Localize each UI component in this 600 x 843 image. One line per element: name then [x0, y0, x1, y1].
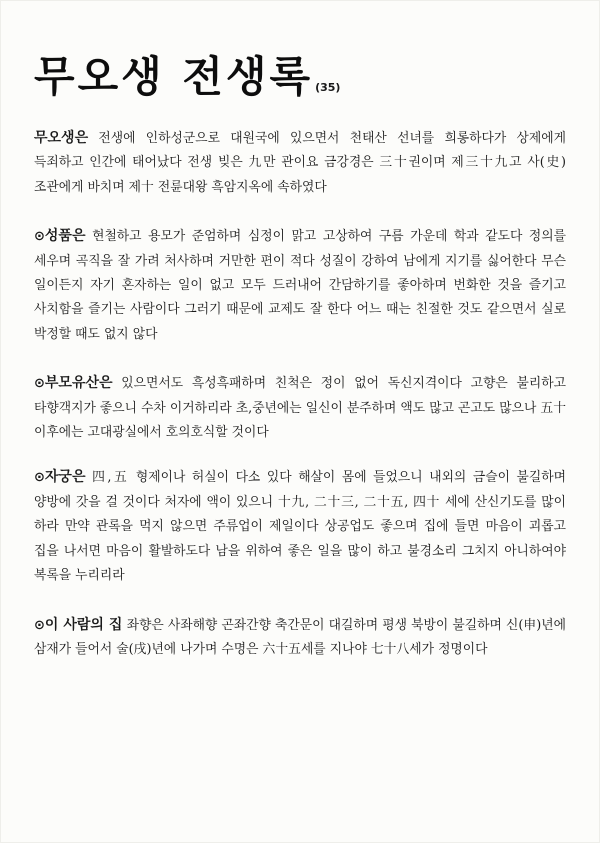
section-text: 四,五 형제이나 허실이 다소 있다 해살이 몸에 들었으니 내외의 금슬이 불길하며 양방에 갓을 걸 것이다 처자에 액이 있으니 十九, 二十三, 二十五, 四十 세에 산신기도를 많이 하라 만약 관록을 먹지 않으면 주류업이 제일이다 상공업도 좋으며 집에 들면 마음이 괴롭고 집을 나서면 마음이 활발하도다 남을 위하여 좋은 일을 많이 하고 불경소리 그치지 아니하여야 복록을 누리리라: [34, 470, 566, 584]
section-heading: 성품은: [44, 228, 86, 245]
section-text: 좌향은 사좌해향 곤좌간향 축간문이 대길하며 평생 북방이 불길하며 신(申)년에 삼재가 들어서 술(戌)년에 나가며 수명은 六十五세를 지나야 七十八세가 정명이다: [34, 617, 566, 657]
bullet-circle-icon: ⊙: [34, 376, 45, 392]
section-past-life: [34, 126, 566, 200]
section-children: [34, 465, 566, 588]
bullet-circle-icon: ⊙: [34, 617, 45, 633]
section-house: [34, 613, 566, 663]
section-personality: [34, 224, 566, 347]
section-inheritance: [34, 371, 566, 445]
section-heading: 무오생은: [34, 130, 89, 146]
page-title: 무오생 전생록: [34, 52, 314, 101]
section-text: 있으면서도 흑성흑패하며 친척은 정이 없어 독신지격이다 고향은 불리하고 타향객지가 좋으니 수차 이거하리라 초,중년에는 일신이 분주하며 액도 많고 곤고도 많으나 五十 이후에는 고대광실에서 호의호식할 것이다: [34, 376, 566, 441]
title-row: [34, 44, 340, 104]
section-heading: 부모유산은: [44, 375, 113, 392]
section-heading: 이 사람의 집: [44, 616, 123, 633]
section-text: 전생에 인하성군으로 대원국에 있으면서 천태산 선녀를 희롱하다가 상제에게 득죄하고 인간에 태어났다 전생 빚은 九만 관이요 금강경은 三十권이며 제三十九고 사(史)조관에게 바치며 제十 전륜대왕 흑암지옥에 속하였다: [34, 131, 566, 195]
page-number: (35): [315, 81, 341, 94]
section-heading: 자궁은: [44, 469, 86, 486]
bullet-circle-icon: ⊙: [34, 229, 45, 245]
section-text: 현철하고 용모가 준엄하며 심정이 맑고 고상하여 구름 가운데 학과 같도다 정의를 세우며 곡직을 잘 가려 처사하며 거만한 편이 적다 성질이 강하여 남에게 지기를 싫어한다 무슨 일이든지 자기 혼자하는 일이 없고 모두 드러내어 간담하기를 좋아하며 번화한 것을 즐기고 사치함을 즐기는 사람이다 그러기 때문에 교제도 잘 한다 어느 때는 친절한 것도 같으면서 실로 박정할 때도 없지 않다: [34, 229, 566, 342]
bullet-circle-icon: ⊙: [34, 470, 45, 486]
document-body: [34, 126, 566, 662]
